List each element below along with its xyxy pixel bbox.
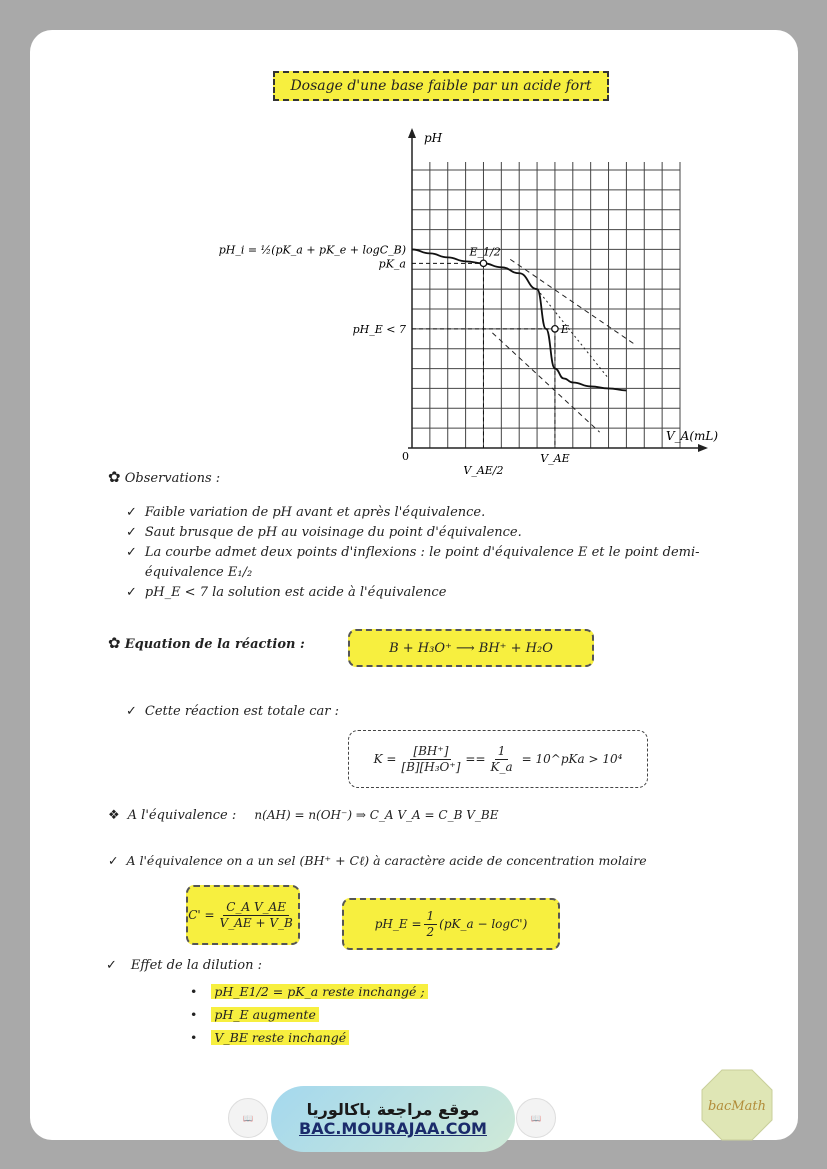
check-icon: ✓ [106, 958, 117, 973]
dilution-heading: ✓ Effet de la dilution : [106, 958, 262, 973]
bacmath-badge [700, 1068, 774, 1142]
site-banner[interactable] [271, 1086, 515, 1152]
titration-chart [180, 120, 719, 477]
list-item: • pH_E1/2 = pK_a reste inchangé ; [190, 980, 428, 1003]
check-icon: ✓ [126, 545, 137, 560]
phi-tick-label: pH_i = ½(pK_a + pK_e + logC_B) [218, 243, 406, 257]
y-axis-label: pH [424, 131, 443, 145]
vae-half-tick-label: V_AE/2 [463, 464, 504, 477]
tangent-lower [492, 333, 599, 432]
equivalence-line-1: ❖ A l'équivalence : n(AH) = n(OH⁻) ⇒ C_A V_A = C_B V_BE [108, 808, 499, 823]
pinwheel-icon: ✿ [108, 634, 121, 652]
site-name-arabic: موقع مراجعة باكالوريا [306, 1100, 480, 1119]
check-icon: ✓ [126, 525, 137, 540]
diamond-bullet-icon: ❖ [108, 808, 120, 823]
check-icon: ✓ [126, 704, 137, 719]
page-title: Dosage d'une base faible par un acide fort [273, 71, 609, 101]
document-page [30, 30, 798, 1140]
site-logo-right [516, 1098, 556, 1138]
reaction-equation: B + H₃O⁺ ⟶ BH⁺ + H₂O [348, 629, 594, 667]
site-url-link[interactable]: BAC.MOURAJAA.COM [299, 1119, 487, 1138]
phe-tick-label: pH_E < 7 [352, 322, 406, 336]
equivalence-label: E [560, 322, 569, 336]
pinwheel-icon: ✿ [108, 468, 121, 486]
equilibrium-constant: K = $\frac{[BH^+]}{\text{[B][H₃O⁺]}}$ == $\frac{1}{K\_a}$ = 10^pKa > 10⁴ [348, 730, 648, 788]
list-item: • V_BE reste inchangé [190, 1026, 428, 1049]
y-axis-arrow [408, 128, 416, 138]
observations-heading: ✿ Observations : [108, 468, 221, 486]
list-item: ✓ pH_E < 7 la solution est acide à l'équivalence [126, 585, 447, 600]
book-icon: 📖 [243, 1113, 253, 1123]
equivalence-line-2: ✓ A l'équivalence on a un sel (BH⁺ + Cℓ) à caractère acide de concentration molaire [108, 853, 647, 868]
list-item: ✓ Faible variation de pH avant et après l'équivalence. [126, 505, 486, 520]
half-equivalence-point [480, 260, 486, 266]
ph-equivalence-formula: pH_E = $\frac{1}{2}$ (pK_a − logC') [342, 898, 560, 950]
dilution-list [190, 980, 428, 1049]
list-item: ✓ Saut brusque de pH au voisinage du point d'équivalence. [126, 525, 522, 540]
svg-text:bacMath: bacMath [707, 1099, 767, 1114]
list-item: ✓ La courbe admet deux points d'inflexions : le point d'équivalence E et le point demi-équivalence E₁/₂ [126, 543, 776, 583]
equation-heading: ✿ Equation de la réaction : [108, 634, 305, 652]
totale-text: ✓ Cette réaction est totale car : [126, 704, 339, 719]
x-axis-arrow [698, 444, 708, 452]
book-icon: 📖 [531, 1113, 541, 1123]
origin-label: 0 [402, 450, 409, 463]
site-logo-left [228, 1098, 268, 1138]
equivalence-point [552, 326, 558, 332]
observations-list [126, 503, 776, 603]
x-axis-label: V_A(mL) [666, 429, 719, 443]
pka-tick-label: pK_a [378, 257, 406, 271]
vae-tick-label: V_AE [540, 452, 570, 465]
check-icon: ✓ [126, 505, 137, 520]
check-icon: ✓ [108, 853, 119, 868]
c-prime-formula: C' = $\frac{\text{C\_A V\_AE}}{V\_AE + V\_B}$ [186, 885, 300, 945]
list-item: • pH_E augmente [190, 1003, 428, 1026]
half-equivalence-label: E_1/2 [469, 245, 501, 259]
check-icon: ✓ [126, 585, 137, 600]
